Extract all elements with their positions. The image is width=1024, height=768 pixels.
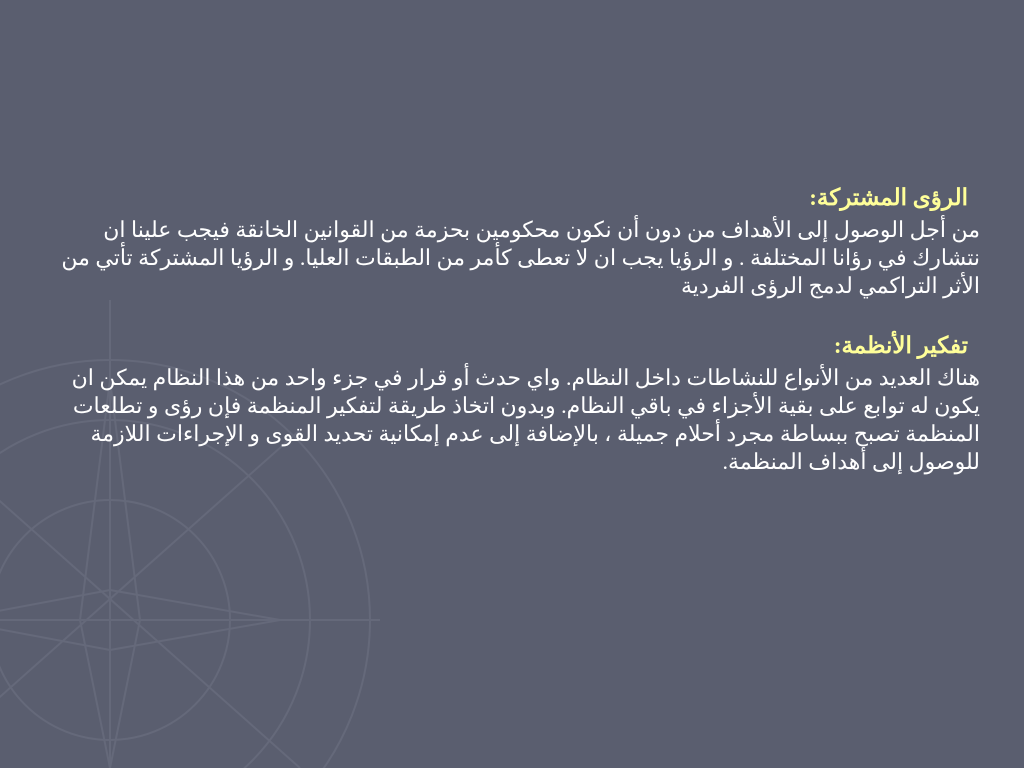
- section-body-systems-thinking: هناك العديد من الأنواع للنشاطات داخل النظام. واي حدث أو قرار في جزء واحد من هذا النظام يمكن ان يكون له توابع على بقية الأجزاء في باقي النظام. وبدون اتخاذ طريقة لتفكير المنظمة فإن رؤى و تطلعات المنظمة تصبح ببساطة مجرد أحلام جميلة ، بالإضافة إلى عدم إمكانية تحديد القوى و الإجراءات اللازمة للوصول إلى أهداف المنظمة.: [71, 365, 980, 474]
- bullet-item-shared-vision: [40, 216, 984, 300]
- section-body-shared-vision: من أجل الوصول إلى الأهداف من دون أن نكون محكومين بحزمة من القوانين الخانقة فيجب علينا ان نتشارك في رؤانا المختلفة . و الرؤيا يجب ان لا تعطى كأمر من الطبقات العليا. و الرؤيا المشتركة تأتي من الأثر التراكمي لدمج الرؤى الفردية: [61, 217, 980, 298]
- slide-content: [40, 180, 984, 476]
- bullet-item-systems-thinking: [40, 364, 984, 476]
- section-shared-vision: [40, 180, 984, 300]
- section-heading-systems-thinking: تفكير الأنظمة:: [833, 333, 968, 358]
- section-systems-thinking: [40, 328, 984, 476]
- section-heading-shared-vision: الرؤى المشتركة:: [809, 185, 968, 210]
